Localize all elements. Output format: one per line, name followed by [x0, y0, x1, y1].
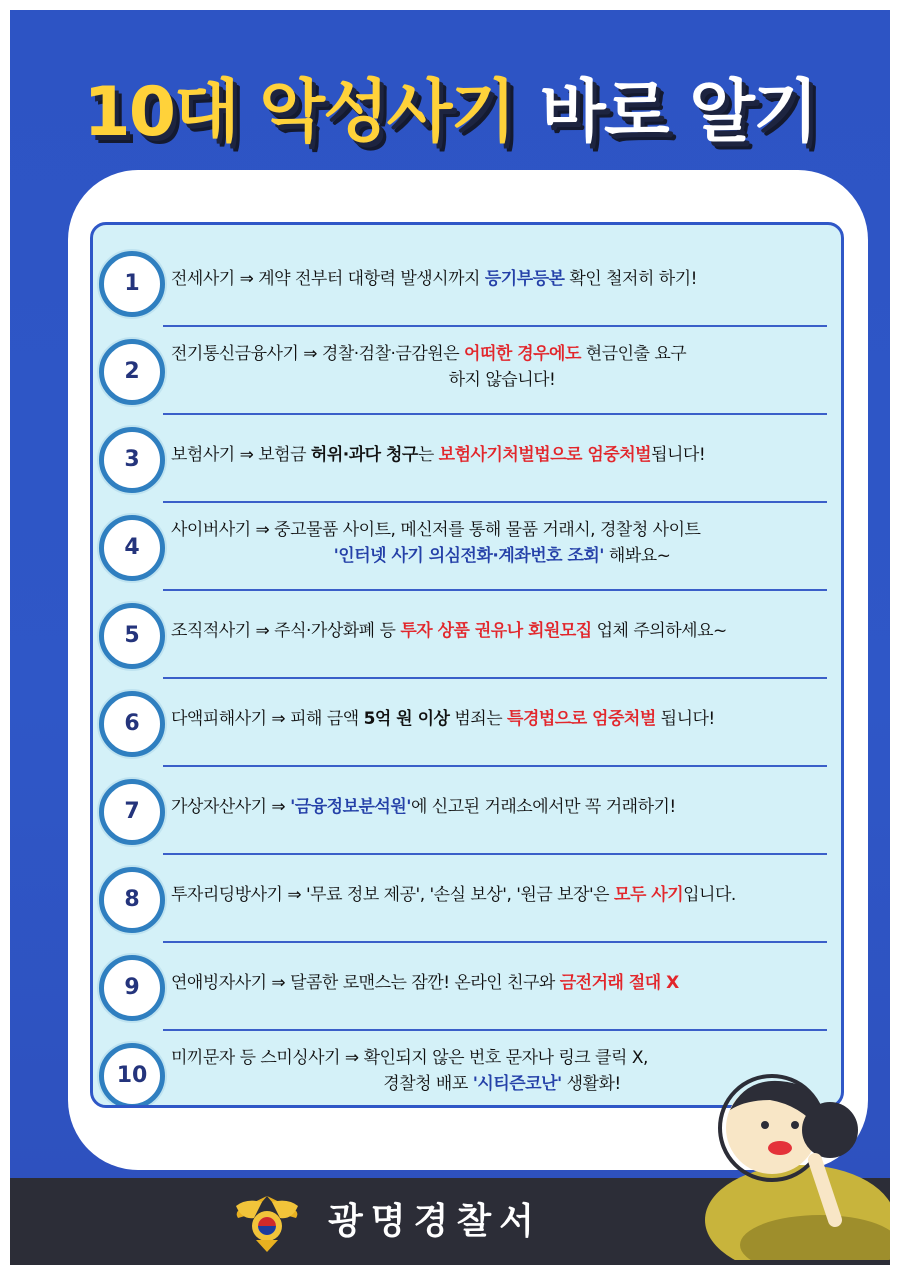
item-number-badge: 8	[99, 867, 165, 933]
item-line1	[171, 618, 833, 644]
item-text-segment: 해봐요~	[604, 546, 671, 566]
item-text-segment: 생활화!	[561, 1074, 621, 1094]
poster-title	[10, 68, 890, 158]
item-line1	[171, 706, 833, 732]
item-text	[171, 855, 833, 935]
item-text	[171, 679, 833, 759]
item-text-segment: 투자리딩방사기 ⇒ '무료 정보 제공', '손실 보상', '원금 보장'은	[171, 885, 615, 905]
item-line1	[171, 266, 833, 292]
item-text-segment: 됩니다!	[655, 709, 715, 729]
item-text-segment: 투자 상품 권유나 회원모집	[400, 621, 592, 641]
item-text	[171, 591, 833, 671]
item-number-badge: 9	[99, 955, 165, 1021]
item-text-segment: 현금인출 요구	[580, 344, 687, 364]
item-number-badge: 6	[99, 691, 165, 757]
item-text-segment: 미끼문자 등 스미싱사기 ⇒ 확인되지 않은 번호 문자나 링크 클릭 X,	[171, 1048, 648, 1068]
item-text-segment: 등기부등본	[484, 269, 565, 289]
title-part2: 바로 알기	[540, 73, 817, 152]
character-illustration	[650, 1070, 890, 1260]
item-line1	[171, 442, 833, 468]
item-number-badge: 1	[99, 251, 165, 317]
list-item	[93, 239, 841, 327]
item-text-segment: 는	[417, 445, 439, 465]
item-text-segment: 연애빙자사기 ⇒ 달콤한 로맨스는 잠깐! 온라인 친구와	[171, 973, 560, 993]
item-text-segment: 확인 철저히 하기!	[564, 269, 697, 289]
police-emblem-icon	[232, 1188, 302, 1254]
item-text	[171, 239, 833, 319]
poster	[10, 10, 890, 1265]
item-text-segment: 조직적사기 ⇒ 주식·가상화폐 등	[171, 621, 401, 641]
item-text-segment: 보험사기처벌법으로 엄중처벌	[438, 445, 652, 465]
list-item	[93, 503, 841, 591]
item-text-segment: 금전거래 절대 X	[559, 973, 679, 993]
item-text-segment: 경찰청 배포	[383, 1074, 473, 1094]
item-text	[171, 943, 833, 1023]
item-text-segment: 어떠한 경우에도	[464, 344, 581, 364]
item-text-segment: 다액피해사기 ⇒ 피해 금액	[171, 709, 364, 729]
item-text-segment: 됩니다!	[651, 445, 706, 465]
content-card	[68, 170, 868, 1170]
item-text-segment: 범죄는	[449, 709, 508, 729]
item-text-segment: '시티즌코난'	[472, 1074, 562, 1094]
item-text-segment: 5억 원 이상	[363, 709, 450, 729]
item-text	[171, 415, 833, 495]
item-number-badge: 3	[99, 427, 165, 493]
item-text	[171, 767, 833, 847]
item-line1	[171, 970, 833, 996]
list-item	[93, 943, 841, 1031]
item-line2	[171, 367, 833, 393]
item-number-badge: 5	[99, 603, 165, 669]
item-line1	[171, 341, 833, 367]
item-text-segment: 모두 사기	[614, 885, 684, 905]
fraud-list	[90, 222, 844, 1108]
item-line1	[171, 794, 833, 820]
list-item	[93, 679, 841, 767]
police-station-name: 광명경찰서	[328, 1201, 542, 1242]
item-line1	[171, 1045, 833, 1071]
item-text-segment: 허위·과다 청구	[310, 445, 418, 465]
item-text-segment: 전세사기 ⇒ 계약 전부터 대항력 발생시까지	[171, 269, 485, 289]
list-item	[93, 415, 841, 503]
item-text-segment: 전기통신금융사기 ⇒ 경찰·검찰·금감원은	[171, 344, 465, 364]
list-item	[93, 767, 841, 855]
item-text-segment: 에 신고된 거래소에서만 꼭 거래하기!	[410, 797, 676, 817]
item-text-segment: 사이버사기 ⇒ 중고물품 사이트, 메신저를 통해 물품 거래시, 경찰청 사이트	[171, 520, 701, 540]
item-text-segment: 특경법으로 엄중처벌	[507, 709, 656, 729]
item-line1	[171, 882, 833, 908]
item-number-badge: 10	[99, 1043, 165, 1108]
item-number-badge: 2	[99, 339, 165, 405]
list-item	[93, 327, 841, 415]
item-text-segment: 업체 주의하세요~	[591, 621, 727, 641]
item-text-segment: 입니다.	[683, 885, 736, 905]
item-text-segment: 가상자산사기 ⇒	[171, 797, 291, 817]
item-text-segment: '금융정보분석원'	[290, 797, 411, 817]
item-text	[171, 327, 833, 407]
item-line2	[171, 543, 833, 569]
item-text	[171, 503, 833, 583]
item-text-segment: 보험사기 ⇒ 보험금	[171, 445, 311, 465]
item-text-segment: '인터넷 사기 의심전화·계좌번호 조회'	[333, 546, 605, 566]
title-part1: 10대 악성사기	[83, 73, 515, 152]
item-line1	[171, 517, 833, 543]
item-number-badge: 4	[99, 515, 165, 581]
list-item	[93, 855, 841, 943]
item-text-segment: 하지 않습니다!	[448, 370, 556, 390]
item-number-badge: 7	[99, 779, 165, 845]
list-item	[93, 591, 841, 679]
